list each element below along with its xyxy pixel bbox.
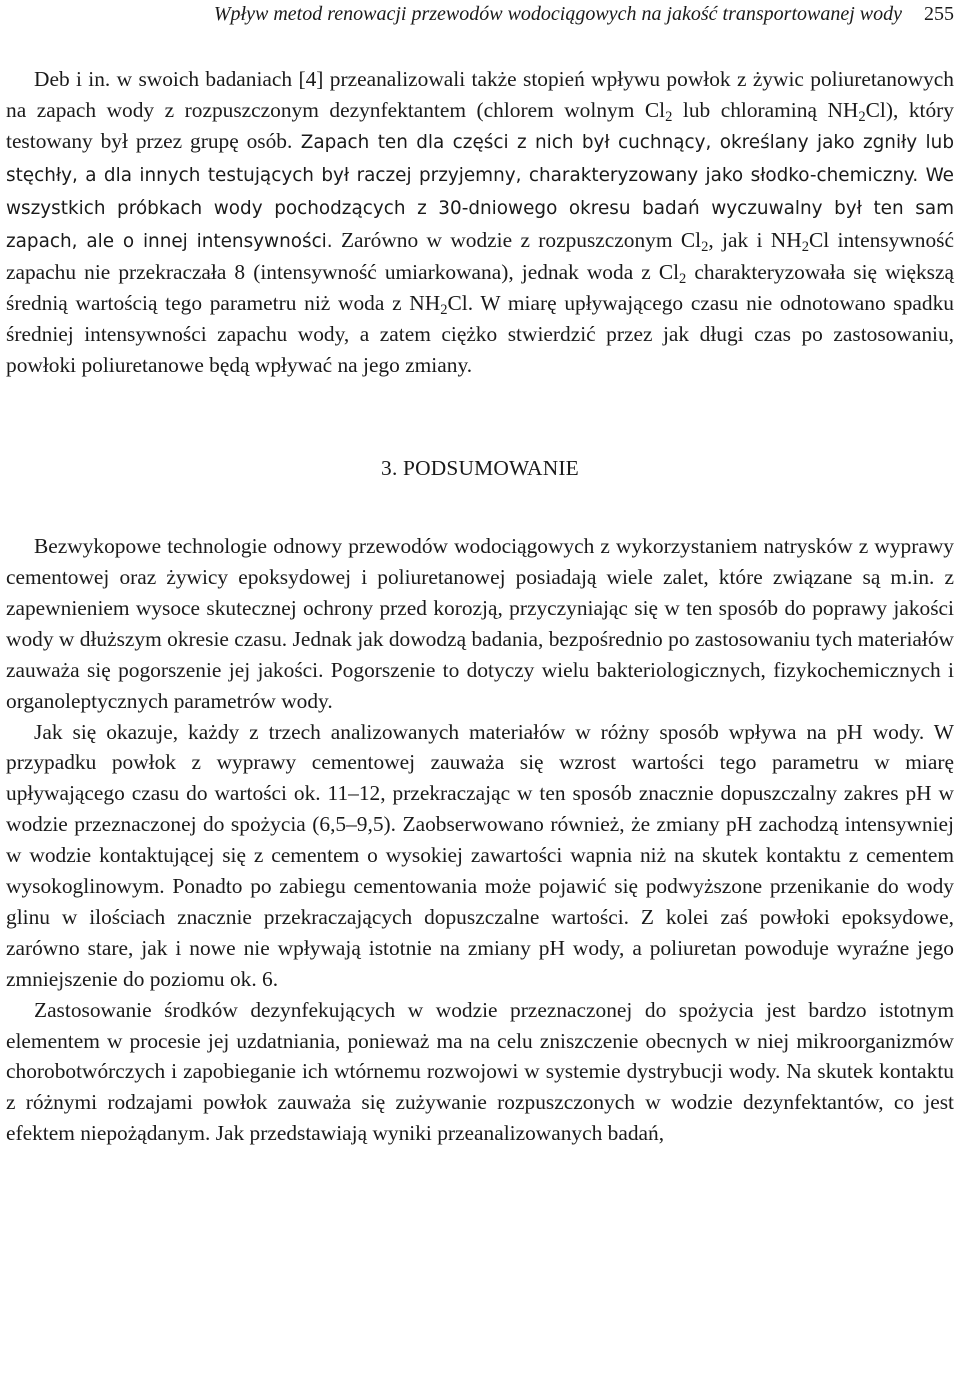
subscript: 2	[801, 238, 809, 255]
page-number: 255	[924, 3, 954, 25]
text-run-sans: Zapach ten dla części z nich był cuchnący, określany jako zgniły lub stęchły, a dla innych testujących był raczej przyjemny, charakteryzowany jako słodko-chemiczny. We wszystkich próbkach wody pochodzących z 30-dniowego okresu badań wyczuwalny był ten sam zapach, ale o innej intensywności.	[6, 131, 954, 252]
text-run: Cl intensywność zapachu nie przekraczała 8 (intensywność umiarkowana), jednak woda z Cl	[6, 227, 954, 285]
subscript: 2	[665, 108, 673, 125]
running-title: Wpływ metod renowacji przewodów wodociągowych na jakość transportowanej wody	[213, 3, 902, 25]
text-run: charakteryzowała się większą średnią wartością tego parametru niż woda z NH	[6, 260, 954, 316]
body-paragraph-4: Zastosowanie środków dezynfekujących w wodzie przeznaczonej do spożycia jest bardzo istotnym elementem w procesie jej uzdatniania, ponieważ ma na celu zniszczenie obecnych w niej mikroorganizmów chorobotwórczych i zapobieganie ich wtórnemu rozwojowi w systemie dystrybucji wody. Na skutek kontaktu z różnymi rodzajami powłok zauważa się zużywanie rozpuszczonych w wodzie dezynfektantów, co jest efektem niepożądanym. Jak przedstawiają wyniki przeanalizowanych badań,	[6, 997, 954, 1146]
subscript: 2	[679, 271, 687, 288]
text-run: lub chloraminą NH	[672, 97, 859, 122]
text-run: Zarówno w wodzie z rozpuszczonym Cl	[332, 227, 702, 252]
subscript: 2	[858, 108, 866, 125]
subscript: 2	[701, 238, 709, 255]
body-paragraph-2: Bezwykopowe technologie odnowy przewodów wodociągowych z wykorzystaniem natrysków z wyprawy cementowej oraz żywicy epoksydowej i poliuretanowej posiadają wiele zalet, które związane są m.in. z zapewnieniem wysoce skutecznej ochrony przed korozją, przyczyniając się w ten sposób do poprawy jakości wody w dłuższym okresie czasu. Jednak jak dowodzą badania, bezpośrednio po zastosowaniu tych materiałów zauważa się pogorszenie jej jakości. Pogorszenie to dotyczy wielu bakteriologicznych, fizykochemicznych i organoleptycznych parametrów wody.	[6, 534, 954, 713]
text-run: Cl), który testowany był przez grupę osób.	[6, 97, 954, 153]
section-heading: 3. PODSUMOWANIE	[381, 456, 579, 481]
running-header	[6, 0, 954, 42]
text-run: , jak i NH	[708, 227, 802, 252]
subscript: 2	[440, 302, 448, 319]
body-paragraph-3: Jak się okazuje, każdy z trzech analizowanych materiałów w różny sposób wpływa na pH wody. W przypadku powłok z wyprawy cementowej zauważa się wzrost wartości tego parametru w miarę upływającego czasu do wartości ok. 11–12, przekraczając w ten sposób znacznie dopuszczalny zakres pH w wodzie przeznaczonej do spożycia (6,5–9,5). Zaobserwowano również, że zmiany pH zachodzą intensywniej w wodzie kontaktującej się z cementem o wysokiej zawartości wapnia niż na skutek kontaktu z cementem wysokoglinowym. Ponadto po zabiegu cementowania może pojawić się podwyższone przenikanie do wody glinu w ilościach znacznie przekraczających dopuszczalne wartości. Z kolei zaś powłoki epoksydowe, zarówno stare, jak i nowe nie wpływają istotnie na zmiany pH wody, a poliuretan powoduje wyraźne jego zmniejszenie do poziomu ok. 6.	[6, 719, 954, 991]
body-paragraph-1	[6, 64, 954, 381]
text-run: Cl. W miarę upływającego czasu nie odnotowano spadku średniej intensywności zapachu wody, a zatem ciężko stwierdzić przez jak długi czas po zastosowaniu, powłoki poliuretanowe będą wpływać na jego zmiany.	[6, 291, 955, 378]
text-run: Deb i in. w swoich badaniach [4] przeanalizowali także stopień wpływu powłok z żywic poliuretanowych na zapach wody z rozpuszczonym dezynfektantem (chlorem wolnym Cl	[6, 67, 954, 122]
